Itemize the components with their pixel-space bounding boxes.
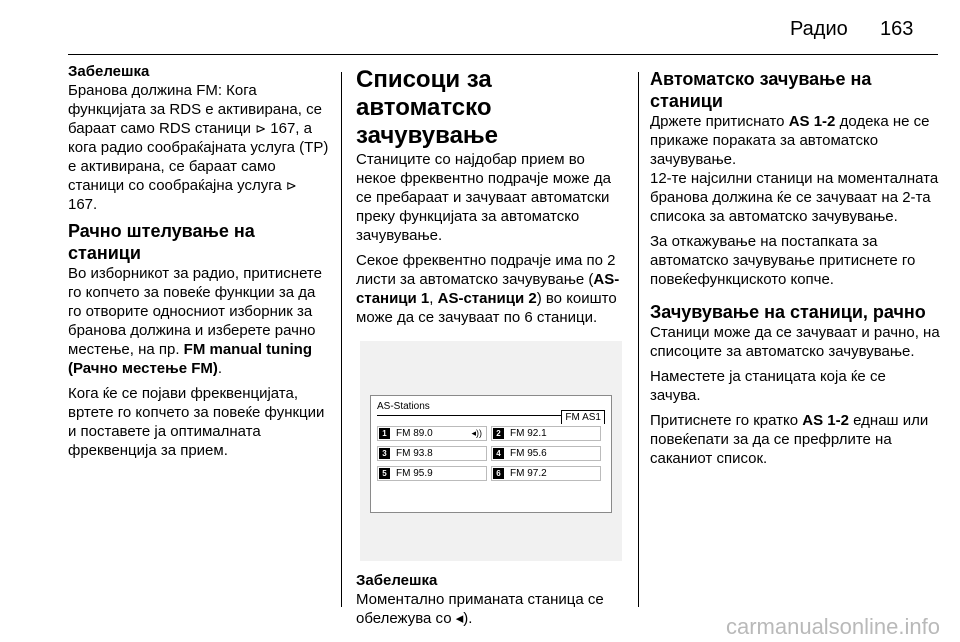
page-number: 163 bbox=[880, 18, 914, 40]
preset-frequency: FM 89.0 bbox=[396, 428, 433, 439]
as-stations-figure bbox=[360, 341, 622, 561]
paragraph: За откажување на постапката за автоматско зачувување притиснете го повеќефункциското копче. bbox=[650, 233, 916, 288]
note-text: Бранова должина FM: Кога функцијата за RDS е активирана, се бараат само RDS станици ⊳ 167, а кога радио сообраќајната услуга (TP) е активирана, се бараат само станици со сообраќајна услуга ⊳ 167. bbox=[68, 82, 329, 213]
preset-frequency: FM 92.1 bbox=[510, 428, 547, 439]
preset-number: 2 bbox=[493, 428, 504, 439]
preset-button[interactable] bbox=[491, 426, 601, 441]
preset-button[interactable] bbox=[377, 466, 487, 481]
paragraph: Станиците со најдобар прием во некое фреквентно подрачје може да се пребараат и зачуваат автоматски преку функцијата за автоматско зачувување. bbox=[356, 151, 611, 244]
paragraph: Во изборникот за радио, притиснете го копчето за повеќе функции за да го отворите односниот изборник за бранова должина и изберете рачно местење, на пр. FM manual tuning (Рачно местење FM). bbox=[68, 265, 322, 377]
column-divider bbox=[341, 72, 342, 607]
screen-title: AS-Stations bbox=[377, 401, 430, 412]
preset-button[interactable] bbox=[377, 446, 487, 461]
paragraph: Кога ќе се појави фреквенцијата, вртете го копчето за повеќе функции и поставете ја оптималната фреквенција за прием. bbox=[68, 385, 325, 459]
preset-frequency: FM 95.6 bbox=[510, 448, 547, 459]
speaker-icon: ◂) bbox=[455, 610, 469, 627]
paragraph: Притиснете го кратко AS 1-2 еднаш или повеќепати за да се префрлите на сакaниот список. bbox=[650, 412, 929, 467]
preset-frequency: FM 97.2 bbox=[510, 468, 547, 479]
preset-button[interactable] bbox=[491, 446, 601, 461]
page-header bbox=[0, 0, 960, 56]
paragraph: Држете притиснато AS 1-2 додека не се прикаже поракатa за автоматско зачувување. 12-те најсилни станици на моменталната бранова должина ќе се зачуваат на 2-та списока за автоматско зачувување. bbox=[650, 113, 939, 225]
title-underline bbox=[377, 415, 563, 416]
column-middle bbox=[356, 62, 626, 634]
note-title: Забелешка bbox=[68, 63, 150, 80]
watermark: carmanualsonline.info bbox=[725, 614, 940, 639]
preset-grid bbox=[377, 426, 605, 486]
paragraph: Секое фреквентно подрачје има по 2 листи за автоматско зачувување (AS-станици 1, AS-станици 2) во коишто може да се зачуваат по 6 станици. bbox=[356, 252, 620, 326]
column-divider bbox=[638, 72, 639, 607]
column-right bbox=[650, 62, 940, 474]
preset-number: 5 bbox=[379, 468, 390, 479]
preset-button[interactable] bbox=[491, 466, 601, 481]
page-ref-icon: ⊳ bbox=[285, 178, 297, 193]
preset-number: 1 bbox=[379, 428, 390, 439]
section-heading: Автоматско зачување на станици bbox=[650, 69, 872, 111]
preset-number: 6 bbox=[493, 468, 504, 479]
note-text: Моментално приманата станица се обележува со ◂). bbox=[356, 591, 604, 627]
preset-frequency: FM 93.8 bbox=[396, 448, 433, 459]
note-title: Забелешка bbox=[356, 572, 438, 589]
paragraph: Наместете ја станицата која ќе се зачува. bbox=[650, 368, 886, 404]
preset-number: 4 bbox=[493, 448, 504, 459]
preset-button[interactable] bbox=[377, 426, 487, 441]
header-rule bbox=[68, 54, 938, 55]
section-heading: Списоци за автоматско зачувување bbox=[356, 66, 499, 149]
column-left bbox=[68, 62, 330, 466]
current-station-icon: ◂)) bbox=[471, 428, 482, 438]
section-heading: Зачувување на станици, рачно bbox=[650, 302, 926, 322]
list-label: FM AS1 bbox=[561, 410, 605, 424]
preset-number: 3 bbox=[379, 448, 390, 459]
section-heading: Рачно штелување на станици bbox=[68, 221, 255, 263]
section-title: Радио bbox=[790, 18, 848, 40]
display-screen bbox=[370, 395, 612, 513]
paragraph: Станици може да се зачуваат и рачно, на списоците за автоматско зачувување. bbox=[650, 324, 940, 360]
preset-frequency: FM 95.9 bbox=[396, 468, 433, 479]
page-ref-icon: ⊳ bbox=[255, 121, 267, 136]
